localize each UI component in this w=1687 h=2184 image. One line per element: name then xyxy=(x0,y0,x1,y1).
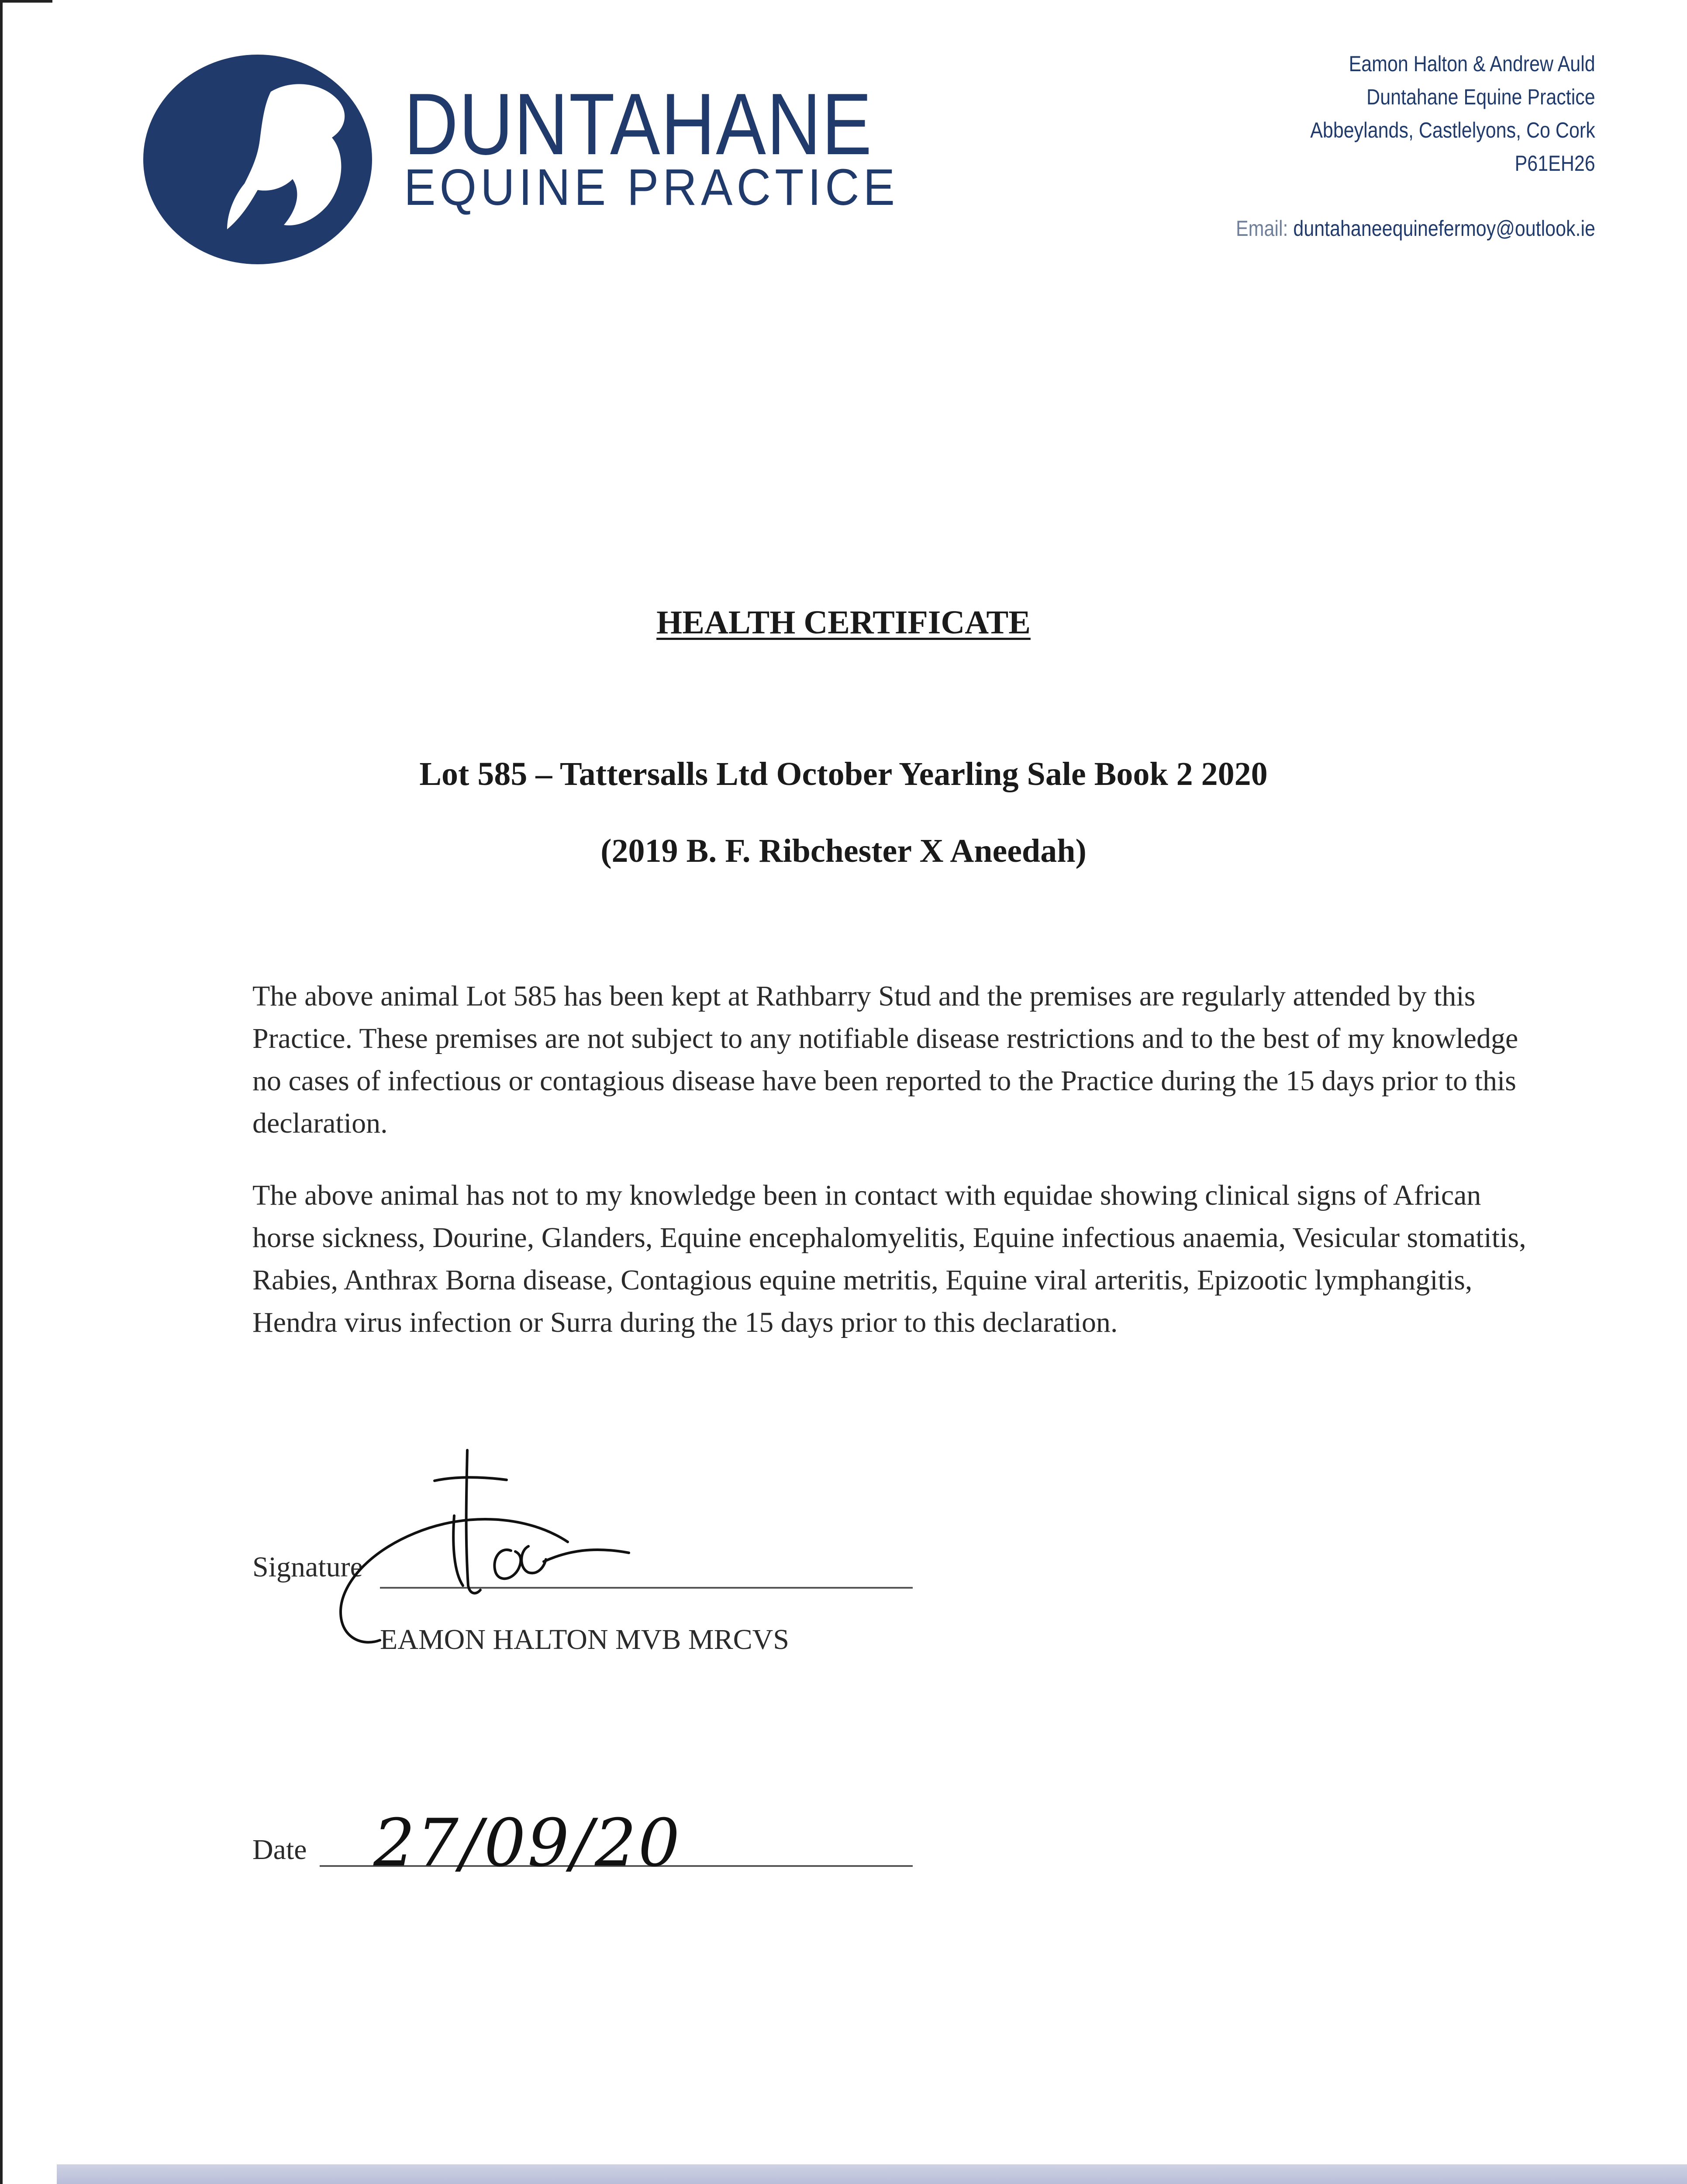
breeding-heading: (2019 B. F. Ribchester X Aneedah) xyxy=(600,833,1087,869)
email-label: Email: xyxy=(1236,216,1288,241)
declaration-paragraph: The above animal has not to my knowledge been in contact with equidae showing clinical signs of African horse sickness, Dourine, Glanders, Equine encephalomyelitis, Equine infectious anaemia, Vesicular stomatitis, Rabies, Anthrax Borna disease, Contagious equine metritis, Equine viral arteritis, Epizootic lymphangitis, Hendra virus infection or Surra during the 15 days prior to this declaration. xyxy=(252,1179,1526,1338)
brand-name: DUNTAHANE xyxy=(404,76,873,173)
horse-logo-icon xyxy=(140,52,376,266)
signatory-name: EAMON HALTON MVB MRCVS xyxy=(380,1624,789,1655)
brand-subtitle: EQUINE PRACTICE xyxy=(404,159,899,216)
certificate-title-text: HEALTH CERTIFICATE xyxy=(656,604,1031,641)
address-line: Abbeylands, Castlelyons, Co Cork xyxy=(1310,118,1595,142)
scan-left-edge xyxy=(0,0,3,2184)
address-line: Duntahane Equine Practice xyxy=(1366,85,1595,109)
address-line: P61EH26 xyxy=(1515,151,1595,176)
address-line: Eamon Halton & Andrew Auld xyxy=(1349,52,1595,76)
declaration-paragraph: The above animal Lot 585 has been kept at Rathbarry Stud and the premises are regularly attended by this Practice. These premises are not subject to any notifiable disease restrictions and to the best of my knowledge no cases of infectious or contagious disease have been reported to the Practice during the 15 days prior to this declaration. xyxy=(252,980,1518,1139)
handwritten-date: 27/09/20 xyxy=(373,1805,682,1881)
email-address[interactable]: duntahaneequinefermoy@outlook.ie xyxy=(1293,216,1595,241)
date-label: Date xyxy=(252,1834,307,1866)
lot-heading: Lot 585 – Tattersalls Ltd October Yearling Sale Book 2 2020 xyxy=(419,756,1268,792)
email-line xyxy=(1236,213,1595,244)
scan-top-edge xyxy=(0,0,52,3)
certificate-title xyxy=(0,601,1687,644)
handwritten-signature xyxy=(323,1441,681,1651)
scan-bottom-band xyxy=(57,2164,1687,2184)
signature-label: Signature xyxy=(252,1551,363,1583)
practice-address xyxy=(1311,47,1595,180)
